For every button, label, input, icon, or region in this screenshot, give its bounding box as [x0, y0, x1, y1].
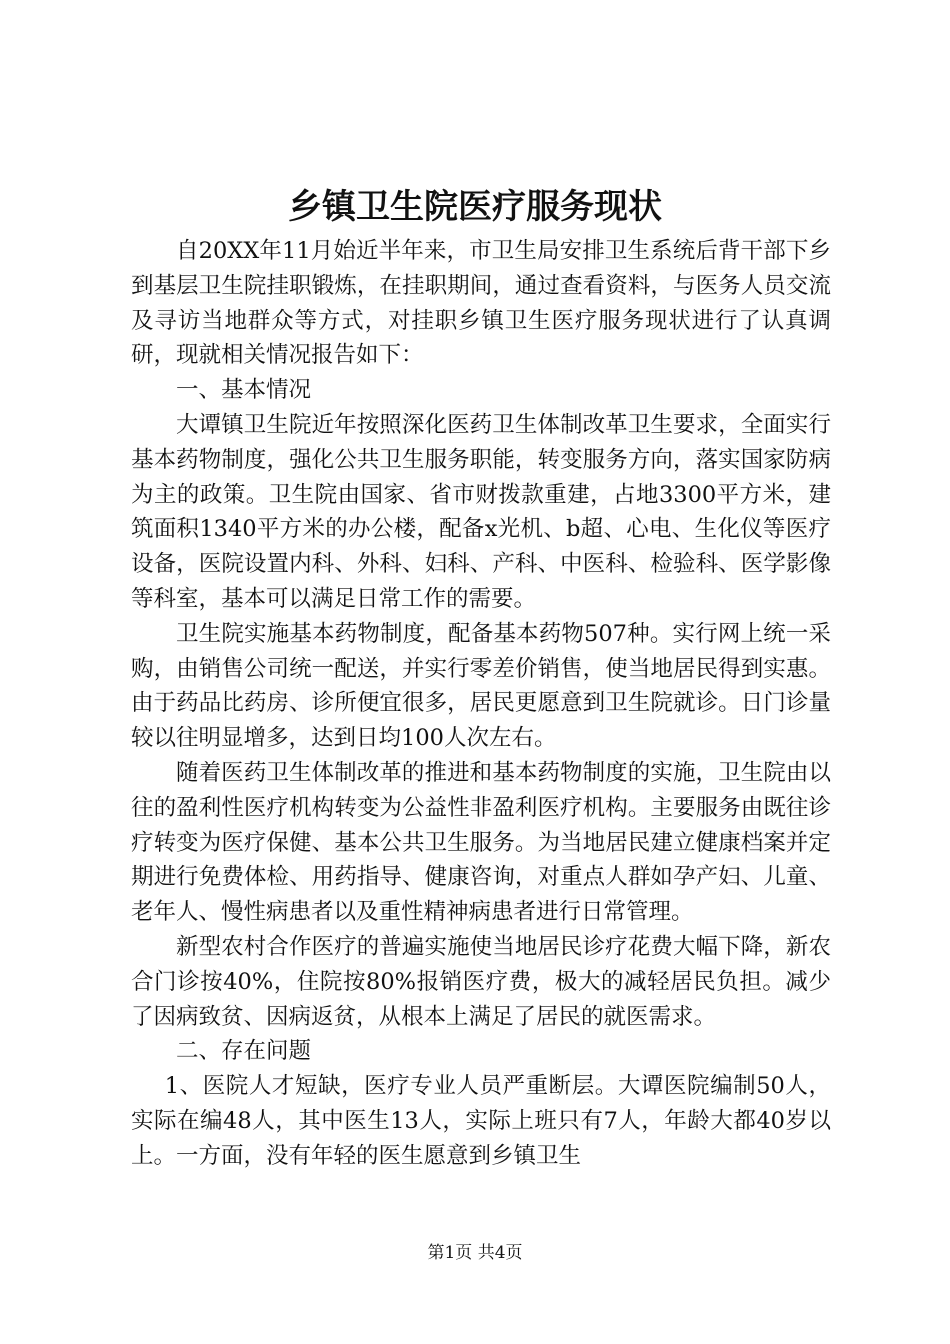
body-paragraph: 随着医药卫生体制改革的推进和基本药物制度的实施，卫生院由以往的盈利性医疗机构转变为公益性非盈利医疗机构。主要服务由既往诊疗转变为医疗保健、基本公共卫生服务。为当地居民建立健康档案并定期进行免费体检、用药指导、健康咨询，对重点人群如孕产妇、儿童、老年人、慢性病患者以及重性精神病患者进行日常管理。: [131, 759, 831, 926]
body-paragraph: 新型农村合作医疗的普遍实施使当地居民诊疗花费大幅下降，新农合门诊按40%，住院按80%报销医疗费，极大的减轻居民负担。减少了因病致贫、因病返贫，从根本上满足了居民的就医需求。: [131, 933, 831, 1030]
body-paragraph: 卫生院实施基本药物制度，配备基本药物507种。实行网上统一采购，由销售公司统一配送，并实行零差价销售，使当地居民得到实惠。由于药品比药房、诊所便宜很多，居民更愿意到卫生院就诊。日门诊量较以往明显增多，达到日均100人次左右。: [131, 620, 831, 752]
intro-paragraph: 自20XX年11月始近半年来，市卫生局安排卫生系统后背干部下乡到基层卫生院挂职锻炼，在挂职期间，通过查看资料，与医务人员交流及寻访当地群众等方式，对挂职乡镇卫生医疗服务现状进行了认真调研，现就相关情况报告如下：: [131, 238, 831, 369]
section-heading-basic-situation: 一、基本情况: [176, 377, 312, 404]
page-footer: 第1页 共4页: [427, 1243, 523, 1263]
document-title: 乡镇卫生院医疗服务现状: [288, 187, 662, 227]
section-heading-problems: 二、存在问题: [176, 1038, 312, 1065]
problem-item: 1、医院人才短缺，医疗专业人员严重断层。大谭医院编制50人，实际在编48人，其中医生13人，实际上班只有7人，年龄大都40岁以上。一方面，没有年轻的医生愿意到乡镇卫生: [131, 1073, 831, 1169]
document-body: [131, 234, 831, 1174]
body-paragraph: 大谭镇卫生院近年按照深化医药卫生体制改革卫生要求，全面实行基本药物制度，强化公共卫生服务职能，转变服务方向，落实国家防病为主的政策。卫生院由国家、省市财拨款重建，占地3300平方米，建筑面积1340平方米的办公楼，配备x光机、b超、心电、生化仪等医疗设备，医院设置内科、外科、妇科、产科、中医科、检验科、医学影像等科室，基本可以满足日常工作的需要。: [131, 411, 831, 612]
